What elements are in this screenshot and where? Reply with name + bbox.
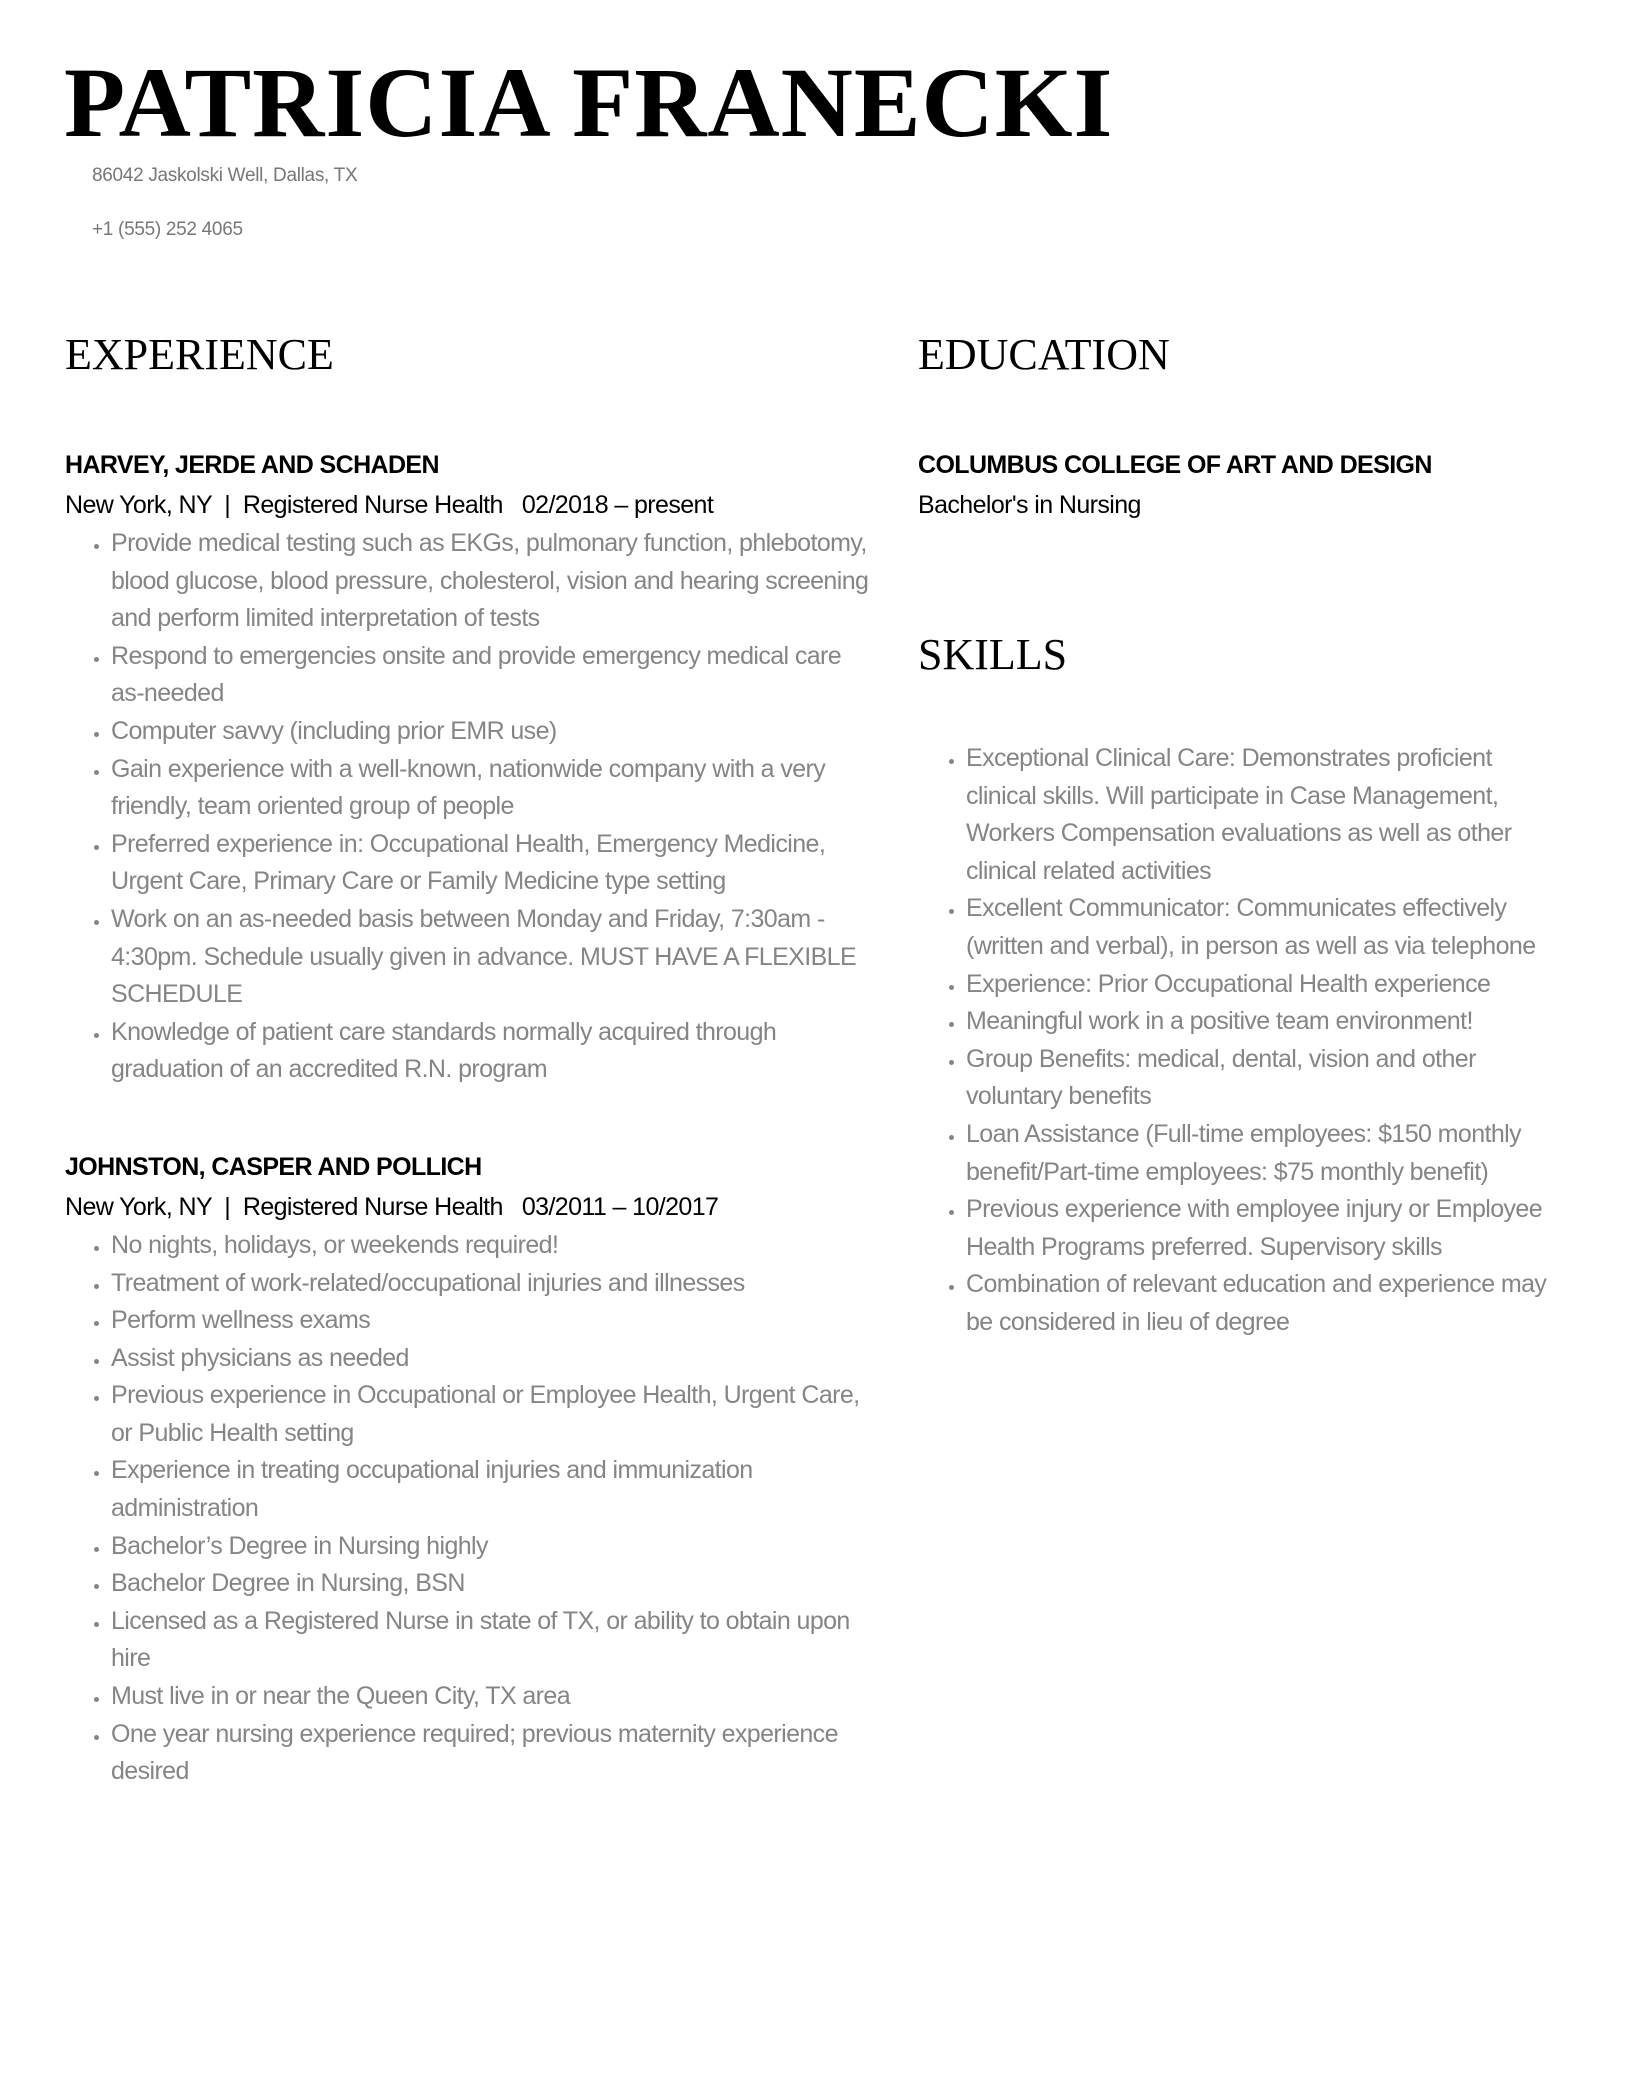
- bullet-item: • Bachelor’s Degree in Nursing highly: [111, 1528, 875, 1566]
- sidebar-section: [918, 325, 1568, 1342]
- bullet-item: • Gain experience with a well-known, nationwide company with a very friendly, team oriented group of people: [111, 751, 875, 826]
- skills-list: [918, 740, 1568, 1342]
- bullet-item: • Exceptional Clinical Care: Demonstrates proficient clinical skills. Will participate in Case Management, Workers Compensation evaluations as well as other clinical related activities: [966, 740, 1568, 890]
- bullet-item: • Assist physicians as needed: [111, 1340, 875, 1378]
- skills-section: [918, 625, 1568, 1342]
- company-name: HARVEY, JERDE AND SCHADEN: [65, 451, 439, 479]
- bullet-item: • Must live in or near the Queen City, TX area: [111, 1678, 875, 1716]
- bullet-item: • Perform wellness exams: [111, 1302, 875, 1340]
- job-entry: [65, 1147, 875, 1791]
- address: 86042 Jaskolski Well, Dallas, TX: [92, 165, 358, 186]
- job-entry: [65, 445, 875, 1089]
- bullet-item: • Combination of relevant education and experience may be considered in lieu of degree: [966, 1266, 1568, 1341]
- experience-section: [65, 325, 875, 1791]
- bullet-item: • Excellent Communicator: Communicates effectively (written and verbal), in person as well as via telephone: [966, 890, 1568, 965]
- bullet-item: • Preferred experience in: Occupational Health, Emergency Medicine, Urgent Care, Primary Care or Family Medicine type setting: [111, 826, 875, 901]
- phone: +1 (555) 252 4065: [92, 219, 243, 240]
- candidate-name: PATRICIA FRANECKI: [64, 47, 1114, 158]
- bullet-item: • Meaningful work in a positive team environment!: [966, 1003, 1568, 1041]
- education-heading: EDUCATION: [918, 330, 1170, 379]
- experience-heading: EXPERIENCE: [65, 330, 334, 379]
- bullet-item: • Experience in treating occupational injuries and immunization administration: [111, 1452, 875, 1527]
- bullet-item: • Bachelor Degree in Nursing, BSN: [111, 1565, 875, 1603]
- job-meta: New York, NY | Registered Nurse Health 03/2011 – 10/2017: [65, 1192, 719, 1221]
- job-bullets: [65, 525, 875, 1089]
- bullet-item: • Work on an as-needed basis between Monday and Friday, 7:30am - 4:30pm. Schedule usually given in advance. MUST HAVE A FLEXIBLE SCHEDULE: [111, 901, 875, 1014]
- bullet-item: • Treatment of work-related/occupational injuries and illnesses: [111, 1265, 875, 1303]
- job-bullets: [65, 1227, 875, 1791]
- bullet-item: • One year nursing experience required; previous maternity experience desired: [111, 1716, 875, 1791]
- bullet-item: • Group Benefits: medical, dental, vision and other voluntary benefits: [966, 1041, 1568, 1116]
- bullet-item: • No nights, holidays, or weekends required!: [111, 1227, 875, 1265]
- school-name: COLUMBUS COLLEGE OF ART AND DESIGN: [918, 451, 1432, 479]
- bullet-item: • Computer savvy (including prior EMR use): [111, 713, 875, 751]
- bullet-item: • Respond to emergencies onsite and provide emergency medical care as-needed: [111, 638, 875, 713]
- bullet-item: • Knowledge of patient care standards normally acquired through graduation of an accredited R.N. program: [111, 1014, 875, 1089]
- bullet-item: • Provide medical testing such as EKGs, pulmonary function, phlebotomy, blood glucose, blood pressure, cholesterol, vision and hearing screening and perform limited interpretation of tests: [111, 525, 875, 638]
- bullet-item: • Previous experience with employee injury or Employee Health Programs preferred. Supervisory skills: [966, 1191, 1568, 1266]
- job-meta: New York, NY | Registered Nurse Health 02/2018 – present: [65, 491, 714, 519]
- bullet-item: • Licensed as a Registered Nurse in state of TX, or ability to obtain upon hire: [111, 1603, 875, 1678]
- bullet-item: • Loan Assistance (Full-time employees: $150 monthly benefit/Part-time employees: $75 monthly benefit): [966, 1116, 1568, 1191]
- skills-heading: SKILLS: [918, 630, 1068, 679]
- education-entry: [918, 445, 1568, 525]
- company-name: JOHNSTON, CASPER AND POLLICH: [65, 1152, 482, 1181]
- bullet-item: • Experience: Prior Occupational Health experience: [966, 966, 1568, 1004]
- degree: Bachelor's in Nursing: [918, 491, 1141, 519]
- bullet-item: • Previous experience in Occupational or Employee Health, Urgent Care, or Public Health setting: [111, 1377, 875, 1452]
